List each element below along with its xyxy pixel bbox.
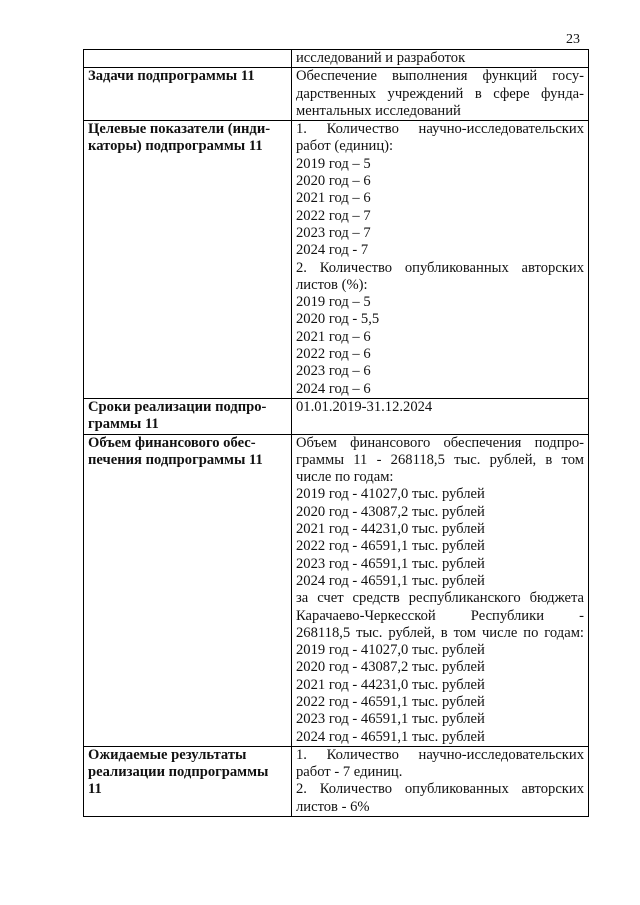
label-line: каторы) подпрограммы 11 bbox=[88, 138, 263, 155]
value-line: 2021 год - 44231,0 тыс. рублей bbox=[296, 521, 485, 538]
value-line: дарственных учреждений в сфере фунда- bbox=[296, 85, 584, 102]
value-line: 2019 год – 5 bbox=[296, 294, 371, 311]
value-line: работ - 7 единиц. bbox=[296, 764, 403, 781]
row-value bbox=[292, 746, 589, 816]
value-line: ментальных исследований bbox=[296, 102, 461, 119]
row-label bbox=[84, 398, 292, 434]
label-line: печения подпрограммы 11 bbox=[88, 451, 263, 468]
value-line: 2022 год - 46591,1 тыс. рублей bbox=[296, 538, 485, 555]
value-line: 2024 год - 46591,1 тыс. рублей bbox=[296, 728, 485, 745]
row-value bbox=[292, 121, 589, 399]
value-line: 2020 год - 43087,2 тыс. рублей bbox=[296, 503, 485, 520]
row-label bbox=[84, 434, 292, 746]
label-line: 11 bbox=[88, 781, 102, 798]
value-line: 2024 год – 6 bbox=[296, 380, 371, 397]
value-line: 2. Количество опубликованных авторских bbox=[296, 781, 584, 798]
value-line: 2022 год – 7 bbox=[296, 207, 371, 224]
value-line: 2023 год - 46591,1 тыс. рублей bbox=[296, 711, 485, 728]
row-label bbox=[84, 746, 292, 816]
subprogram-passport-table bbox=[83, 49, 589, 817]
label-line: реализации подпрограммы bbox=[88, 764, 269, 781]
row-label bbox=[84, 50, 292, 68]
value-line: 1. Количество научно-исследовательских bbox=[296, 746, 584, 763]
value-line: исследований и разработок bbox=[296, 50, 466, 66]
value-line: 1. Количество научно-исследовательских bbox=[296, 121, 584, 138]
value-line: листов - 6% bbox=[296, 798, 370, 815]
value-line: Карачаево-Черкесской Республики - bbox=[296, 607, 584, 624]
value-line: 2021 год – 6 bbox=[296, 190, 371, 207]
row-value bbox=[292, 398, 589, 434]
value-line: 2021 год - 44231,0 тыс. рублей bbox=[296, 676, 485, 693]
value-line: 2023 год – 6 bbox=[296, 363, 371, 380]
value-line: 2023 год – 7 bbox=[296, 224, 371, 241]
value-line: числе по годам: bbox=[296, 469, 394, 486]
value-line: 2024 год - 46591,1 тыс. рублей bbox=[296, 572, 485, 589]
row-value bbox=[292, 68, 589, 121]
value-line: граммы 11 - 268118,5 тыс. рублей, в том bbox=[296, 451, 584, 468]
label-line: Сроки реализации подпро- bbox=[88, 398, 267, 415]
value-line: 2023 год - 46591,1 тыс. рублей bbox=[296, 555, 485, 572]
value-line: 268118,5 тыс. рублей, в том числе по годам: bbox=[296, 624, 584, 641]
page-number: 23 bbox=[566, 32, 580, 47]
value-line: 2019 год - 41027,0 тыс. рублей bbox=[296, 642, 485, 659]
row-label bbox=[84, 68, 292, 121]
value-line: 2019 год – 5 bbox=[296, 155, 371, 172]
label-line: граммы 11 bbox=[88, 416, 159, 433]
table-row bbox=[84, 398, 589, 434]
label-line: Объем финансового обес- bbox=[88, 434, 256, 451]
value-line: 2. Количество опубликованных авторских bbox=[296, 259, 584, 276]
row-value bbox=[292, 50, 589, 68]
value-line: 2022 год – 6 bbox=[296, 346, 371, 363]
table-row bbox=[84, 434, 589, 746]
value-line: Обеспечение выполнения функций госу- bbox=[296, 68, 584, 85]
value-line: 2022 год - 46591,1 тыс. рублей bbox=[296, 693, 485, 710]
table-row bbox=[84, 746, 589, 816]
value-line: 2020 год - 5,5 bbox=[296, 311, 380, 328]
label-line: Ожидаемые результаты bbox=[88, 746, 247, 763]
value-line: 2024 год - 7 bbox=[296, 242, 369, 259]
value-line: 2019 год - 41027,0 тыс. рублей bbox=[296, 486, 485, 503]
value-line: листов (%): bbox=[296, 276, 368, 293]
value-line: 2020 год - 43087,2 тыс. рублей bbox=[296, 659, 485, 676]
table-row bbox=[84, 121, 589, 399]
label-line: Задачи подпрограммы 11 bbox=[88, 68, 255, 85]
value-line: 01.01.2019-31.12.2024 bbox=[296, 398, 433, 415]
row-label bbox=[84, 121, 292, 399]
value-line: работ (единиц): bbox=[296, 138, 394, 155]
label-line: Целевые показатели (инди- bbox=[88, 121, 271, 138]
value-line: 2020 год – 6 bbox=[296, 173, 371, 190]
table-row bbox=[84, 68, 589, 121]
value-line: Объем финансового обеспечения подпро- bbox=[296, 434, 584, 451]
table-row bbox=[84, 50, 589, 68]
value-line: за счет средств республиканского бюджета bbox=[296, 590, 584, 607]
row-value bbox=[292, 434, 589, 746]
value-line: 2021 год – 6 bbox=[296, 328, 371, 345]
